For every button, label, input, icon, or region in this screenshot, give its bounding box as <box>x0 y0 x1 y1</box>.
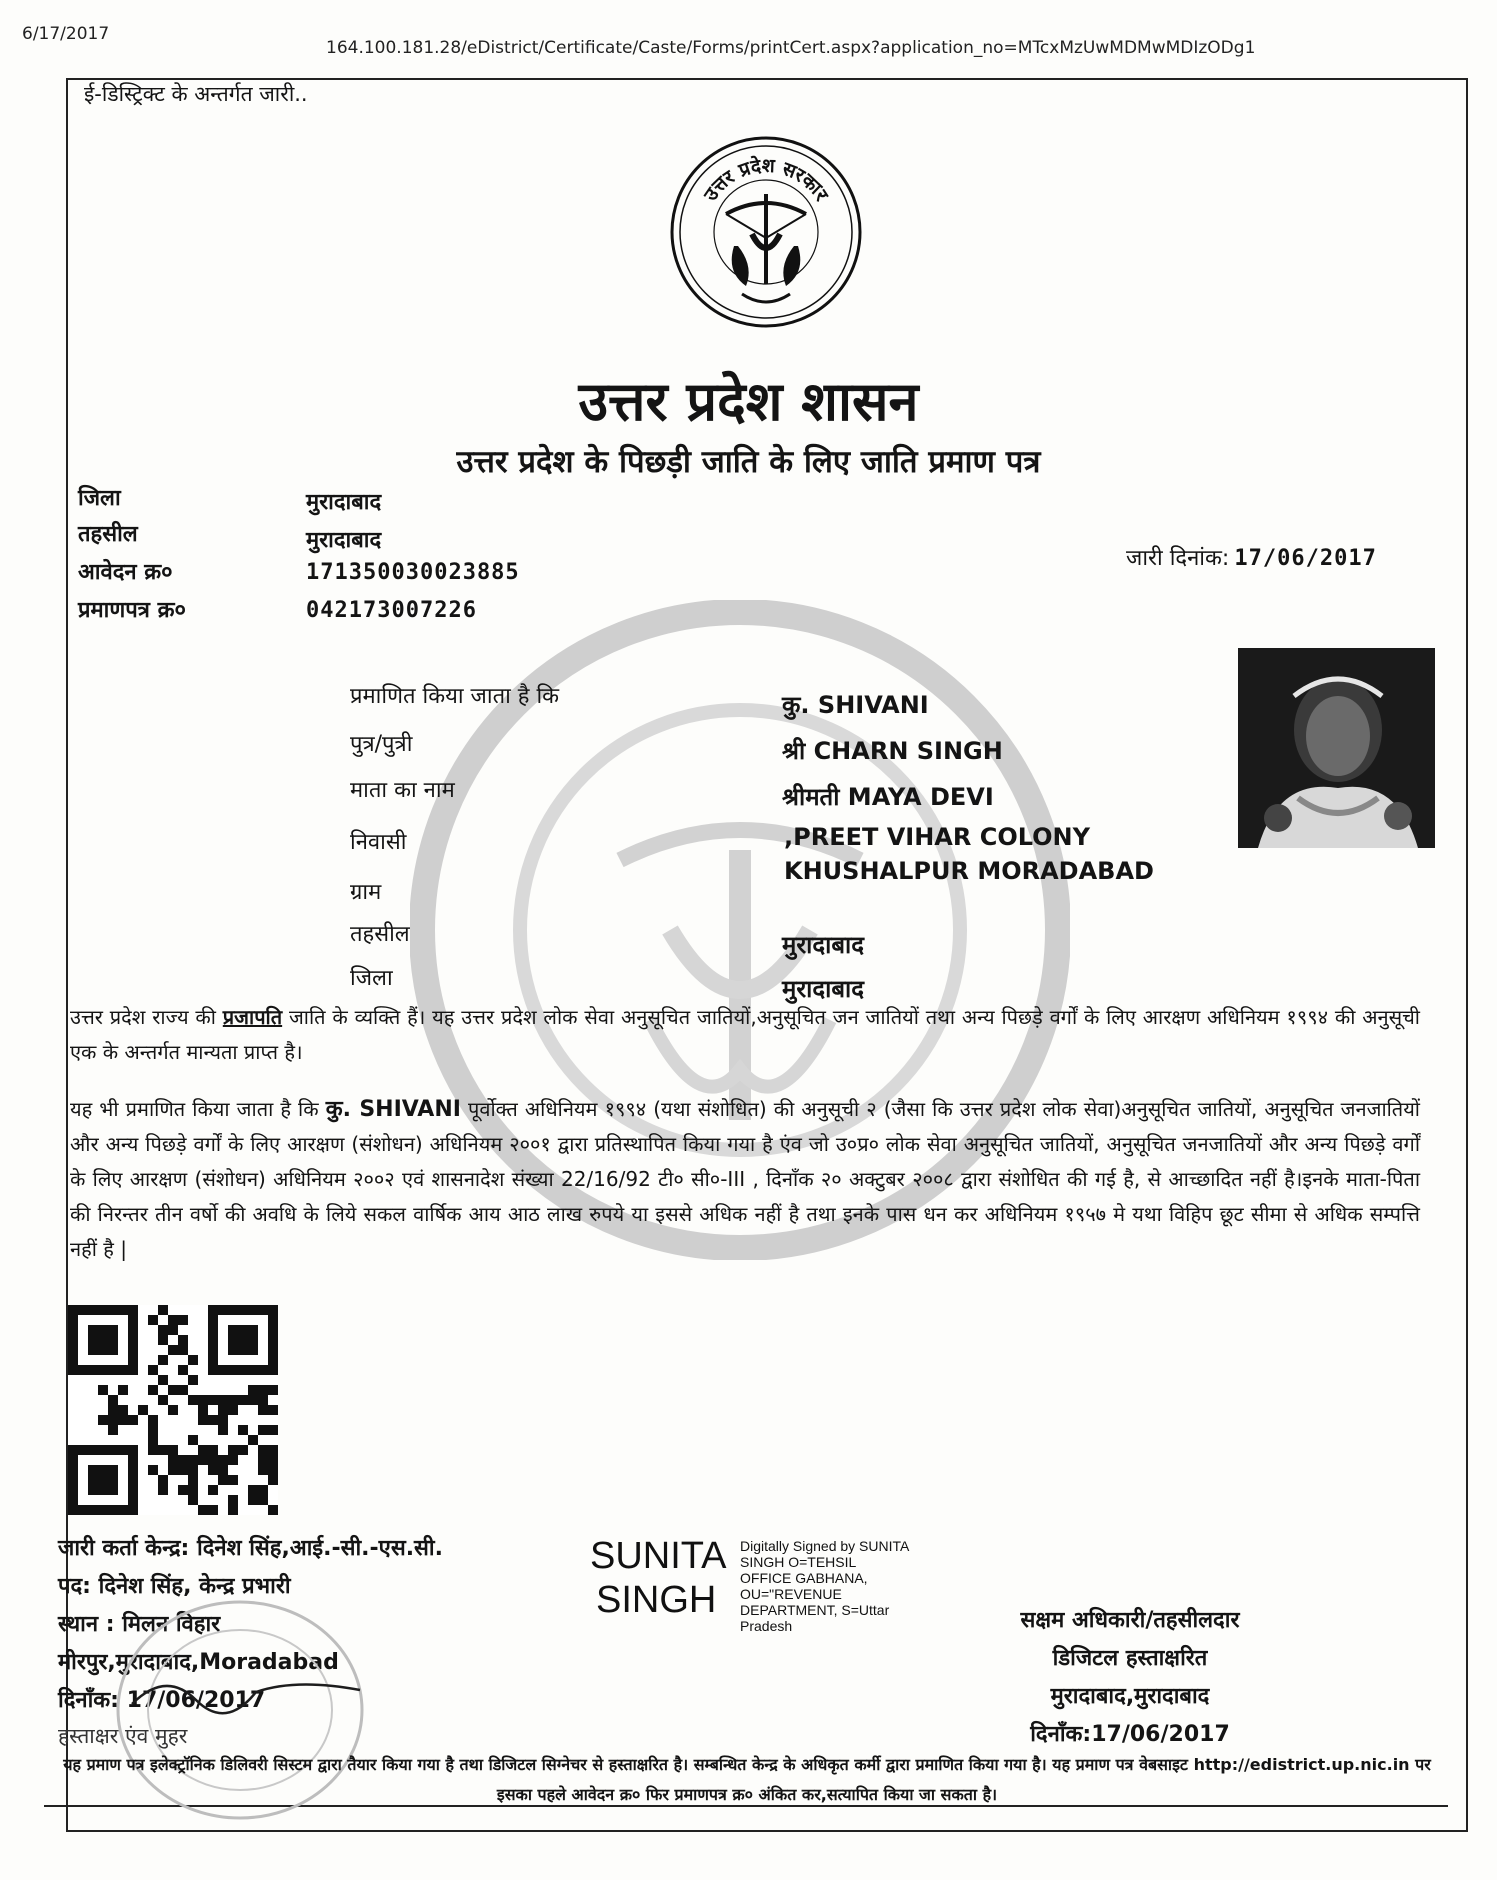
field-label-tehsil: तहसील <box>350 922 410 947</box>
sig-detail-line: Pradesh <box>740 1618 793 1634</box>
issuer-place: स्थान : मिलन विहार <box>58 1612 221 1637</box>
qr-module <box>198 1445 208 1455</box>
qr-module <box>248 1435 258 1445</box>
field-value-tehsil: मुरादाबाद <box>782 931 865 959</box>
qr-module <box>168 1345 178 1355</box>
qr-module <box>158 1325 168 1335</box>
qr-module <box>108 1415 118 1425</box>
digital-signature-details <box>740 1538 909 1634</box>
qr-module <box>258 1495 268 1505</box>
qr-module <box>208 1395 218 1405</box>
field-value-address: ,PREET VIHAR COLONY KHUSHALPUR MORADABAD <box>784 823 1154 885</box>
qr-module <box>268 1385 278 1395</box>
qr-module <box>148 1425 158 1435</box>
sig-detail-line: Digitally Signed by SUNITA <box>740 1538 910 1554</box>
issue-date-value: 17/06/2017 <box>1234 546 1377 571</box>
field-label-certify: प्रमाणित किया जाता है कि <box>350 684 560 709</box>
qr-module <box>268 1425 278 1435</box>
up-emblem <box>668 134 864 330</box>
qr-module <box>218 1455 228 1465</box>
issue-date <box>1126 542 1377 572</box>
qr-module <box>208 1455 218 1465</box>
qr-module <box>158 1335 168 1345</box>
qr-module <box>258 1405 268 1415</box>
qr-module <box>238 1445 248 1455</box>
qr-module <box>208 1505 218 1515</box>
qr-module <box>148 1385 158 1395</box>
authority-date: दिनाँक:17/06/2017 <box>1030 1722 1230 1747</box>
qr-module <box>208 1415 218 1425</box>
qr-module <box>178 1345 188 1355</box>
qr-module <box>198 1395 208 1405</box>
issuer-post: पद: दिनेश सिंह, केन्द्र प्रभारी <box>58 1574 291 1599</box>
qr-module <box>248 1385 258 1395</box>
handwritten-signature <box>126 1660 366 1720</box>
qr-module <box>158 1475 168 1485</box>
qr-module <box>258 1485 268 1495</box>
qr-module <box>158 1305 168 1315</box>
issuer-centre: जारी कर्ता केन्द्र: दिनेश सिंह,आई.-सी.-एस.सी. <box>58 1536 443 1561</box>
qr-module <box>268 1455 278 1465</box>
authority-digital: डिजिटल हस्ताक्षरित <box>1052 1646 1208 1671</box>
qr-module <box>158 1485 168 1495</box>
applicant-photo <box>1238 648 1435 848</box>
application-number: 171350030023885 <box>306 560 520 585</box>
tehsil-value: मुरादाबाद <box>306 528 382 553</box>
qr-module <box>108 1395 118 1405</box>
qr-module <box>248 1395 258 1405</box>
print-url: 164.100.181.28/eDistrict/Certificate/Caste/Forms/printCert.aspx?application_no=MTcxMzUwMDMwMDIzODg1 <box>326 38 1256 58</box>
caste-paragraph-lead: उत्तर प्रदेश राज्य की <box>70 1005 223 1029</box>
qr-code <box>68 1305 278 1515</box>
sig-detail-line: DEPARTMENT, S=Uttar <box>740 1602 890 1618</box>
qr-module <box>258 1395 268 1405</box>
sig-detail-line: OU="REVENUE <box>740 1586 842 1602</box>
field-label-child-of: पुत्र/पुत्री <box>350 732 413 757</box>
field-value-district: मुरादाबाद <box>782 975 865 1003</box>
qr-module <box>208 1465 218 1475</box>
qr-module <box>268 1505 278 1515</box>
emblem-text: उत्तर प्रदेश सरकार <box>699 154 833 206</box>
qr-module <box>158 1375 168 1385</box>
application-label: आवेदन क्र० <box>78 560 173 585</box>
qr-module <box>188 1455 198 1465</box>
district-label: जिला <box>78 486 121 511</box>
qr-module <box>198 1455 208 1465</box>
qr-module <box>188 1465 198 1475</box>
qr-module <box>128 1415 138 1425</box>
qr-module <box>148 1445 158 1455</box>
applicant-name-inline: कु. SHIVANI <box>325 1097 461 1122</box>
qr-module <box>118 1385 128 1395</box>
qr-module <box>178 1455 188 1465</box>
qr-module <box>228 1455 238 1465</box>
qr-module <box>158 1445 168 1455</box>
qr-module <box>188 1435 198 1445</box>
qr-module <box>268 1445 278 1455</box>
qr-module <box>188 1375 198 1385</box>
qr-module <box>268 1475 278 1485</box>
field-value-name: कु. SHIVANI <box>782 691 929 719</box>
qr-module <box>188 1475 198 1485</box>
qr-module <box>138 1405 148 1415</box>
qr-module <box>168 1325 178 1335</box>
footer-note: यह प्रमाण पत्र इलेक्ट्रॉनिक डिलिवरी सिस्टम द्वारा तैयार किया गया है तथा डिजिटल सिग्नेचर से हस्ताक्षरित है। सम्बन्धित केन्द्र के अधिकृत कर्मी द्वारा प्रमाणित किया गया है। यह प्रमाण पत्र वेबसाइट http://edistrict.up.nic.in पर इसका पहले आवेदन क्र० फिर प्रमाणपत्र क्र० अंकित कर,सत्यापित किया जा सकता है। <box>63 1755 1431 1804</box>
creamy-layer-paragraph <box>70 1092 1420 1267</box>
qr-module <box>98 1385 108 1395</box>
qr-module <box>168 1455 178 1465</box>
qr-module <box>148 1435 158 1445</box>
digital-signature <box>590 1534 727 1622</box>
authority-title: सक्षम अधिकारी/तहसीलदार <box>1020 1608 1240 1633</box>
qr-module <box>198 1415 208 1425</box>
qr-module <box>218 1465 228 1475</box>
qr-module <box>158 1395 168 1405</box>
qr-module <box>148 1315 158 1325</box>
issue-date-label: जारी दिनांक: <box>1126 546 1230 571</box>
qr-module <box>178 1315 188 1325</box>
qr-module <box>228 1495 238 1505</box>
qr-module <box>178 1335 188 1345</box>
page-title: उत्तर प्रदेश शासन <box>578 370 919 433</box>
qr-module <box>98 1415 108 1425</box>
sig-detail-line: OFFICE GABHANA, <box>740 1570 868 1586</box>
qr-module <box>218 1405 228 1415</box>
sig-detail-line: SINGH O=TEHSIL <box>740 1554 857 1570</box>
issuer-place-detail: मीरपुर,मुरादाबाद,Moradabad <box>58 1650 339 1675</box>
qr-module <box>258 1465 268 1475</box>
field-value-mother: श्रीमती MAYA DEVI <box>782 783 994 811</box>
authority-place: मुरादाबाद,मुरादाबाद <box>1050 1684 1210 1709</box>
qr-module <box>188 1485 198 1495</box>
certificate-subtitle: उत्तर प्रदेश के पिछड़ी जाति के लिए जाति प्रमाण पत्र <box>456 444 1041 480</box>
field-label-village: ग्राम <box>350 880 382 905</box>
qr-module <box>268 1465 278 1475</box>
qr-module <box>228 1395 238 1405</box>
certificate-label: प्रमाणपत्र क्र० <box>78 598 186 623</box>
caste-paragraph-rest: जाति के व्यक्ति हैं। यह उत्तर प्रदेश लोक सेवा अनुसूचित जातियों,अनुसूचित जन जातियों तथा अन्य पिछड़े वर्गों के लिए आरक्षण अधिनियम १९९४ की अनुसूची एक के अन्तर्गत मान्यता प्राप्त है। <box>70 1005 1420 1064</box>
qr-module <box>218 1395 228 1405</box>
qr-module <box>188 1355 198 1365</box>
qr-module <box>148 1365 158 1375</box>
signer-name-line2: SINGH <box>596 1579 717 1621</box>
qr-module <box>198 1505 208 1515</box>
qr-module <box>188 1395 198 1405</box>
qr-module <box>168 1405 178 1415</box>
issuer-sign-label: हस्ताक्षर एंव मुहर <box>58 1724 188 1748</box>
print-date: 6/17/2017 <box>22 24 110 44</box>
caste-name: प्रजापति <box>222 1005 283 1029</box>
certificate-number: 042173007226 <box>306 598 477 623</box>
qr-module <box>168 1445 178 1455</box>
qr-module <box>258 1385 268 1395</box>
qr-module <box>208 1485 218 1495</box>
qr-module <box>178 1385 188 1395</box>
qr-module <box>248 1495 258 1505</box>
qr-module <box>108 1425 118 1435</box>
qr-module <box>168 1465 178 1475</box>
qr-module <box>88 1325 118 1355</box>
qr-module <box>118 1405 128 1415</box>
qr-module <box>228 1405 238 1415</box>
field-value-father: श्री CHARN SINGH <box>782 737 1003 765</box>
qr-module <box>178 1485 188 1495</box>
tehsil-label: तहसील <box>78 522 138 547</box>
issuer-date: दिनाँक: 17/06/2017 <box>58 1688 266 1713</box>
qr-module <box>88 1465 118 1495</box>
qr-module <box>208 1445 218 1455</box>
qr-module <box>228 1325 258 1355</box>
qr-module <box>158 1355 168 1365</box>
qr-module <box>178 1465 188 1475</box>
photo-portrait <box>1238 648 1435 848</box>
qr-module <box>228 1475 238 1485</box>
field-label-district: जिला <box>350 966 393 991</box>
caste-paragraph <box>70 1000 1420 1070</box>
field-label-mother: माता का नाम <box>350 778 455 803</box>
qr-module <box>228 1445 238 1455</box>
qr-module <box>218 1425 228 1435</box>
qr-module <box>258 1455 268 1465</box>
qr-module <box>268 1405 278 1415</box>
qr-module <box>238 1425 248 1435</box>
qr-module <box>178 1365 188 1375</box>
qr-module <box>198 1405 208 1415</box>
qr-module <box>168 1385 178 1395</box>
qr-module <box>228 1505 238 1515</box>
issued-under-text: ई-डिस्ट्रिक्ट के अन्तर्गत जारी.. <box>84 82 308 106</box>
qr-module <box>148 1415 158 1425</box>
qr-module <box>168 1315 178 1325</box>
qr-module <box>248 1485 258 1495</box>
district-value: मुरादाबाद <box>306 490 382 515</box>
qr-module <box>218 1415 228 1425</box>
signer-name-line1: SUNITA <box>590 1535 727 1577</box>
qr-module <box>218 1475 228 1485</box>
field-label-resident: निवासी <box>350 830 407 855</box>
qr-module <box>258 1425 268 1435</box>
qr-module <box>148 1465 158 1475</box>
qr-modules <box>68 1305 278 1515</box>
creamy-layer-rest: पूर्वोक्त अधिनियम १९९४ (यथा संशोधित) की अनुसूची २ (जैसा कि उत्तर प्रदेश लोक सेवा)अनुसूचित जातियों, अनुसूचित जनजातियों और अन्य पिछड़े वर्गों के लिए आरक्षण (संशोधन) अधिनियम २००१ द्वारा प्रतिस्थापित किया गया है एंव जो उ०प्र० लोक सेवा अनुसूचित जातियों, अनुसूचित जनजातियों और अन्य पिछड़े वर्गों के लिए आरक्षण (संशोधन) अधिनियम २००२ एवं शासनादेश संख्या 22/16/92 टी० सी०-III , दिनाँक २० अक्टुबर २००८ द्वारा संशोधित की गई है, से आच्छादित नहीं है।इनके माता-पिता की निरन्तर तीन वर्षो की अवधि के लिये सकल वार्षिक आय आठ लाख रुपये या इससे अधिक नहीं है तथा इनके पास धन कर अधिनियम १९५७ मे यथा विहिप छूट सीमा से अधिक सम्पत्ति नहीं है | <box>70 1097 1420 1261</box>
qr-module <box>108 1405 118 1415</box>
qr-module <box>238 1395 248 1405</box>
creamy-layer-lead: यह भी प्रमाणित किया जाता है कि <box>70 1097 326 1121</box>
qr-module <box>258 1445 268 1455</box>
qr-module <box>188 1495 198 1505</box>
qr-module <box>118 1415 128 1425</box>
